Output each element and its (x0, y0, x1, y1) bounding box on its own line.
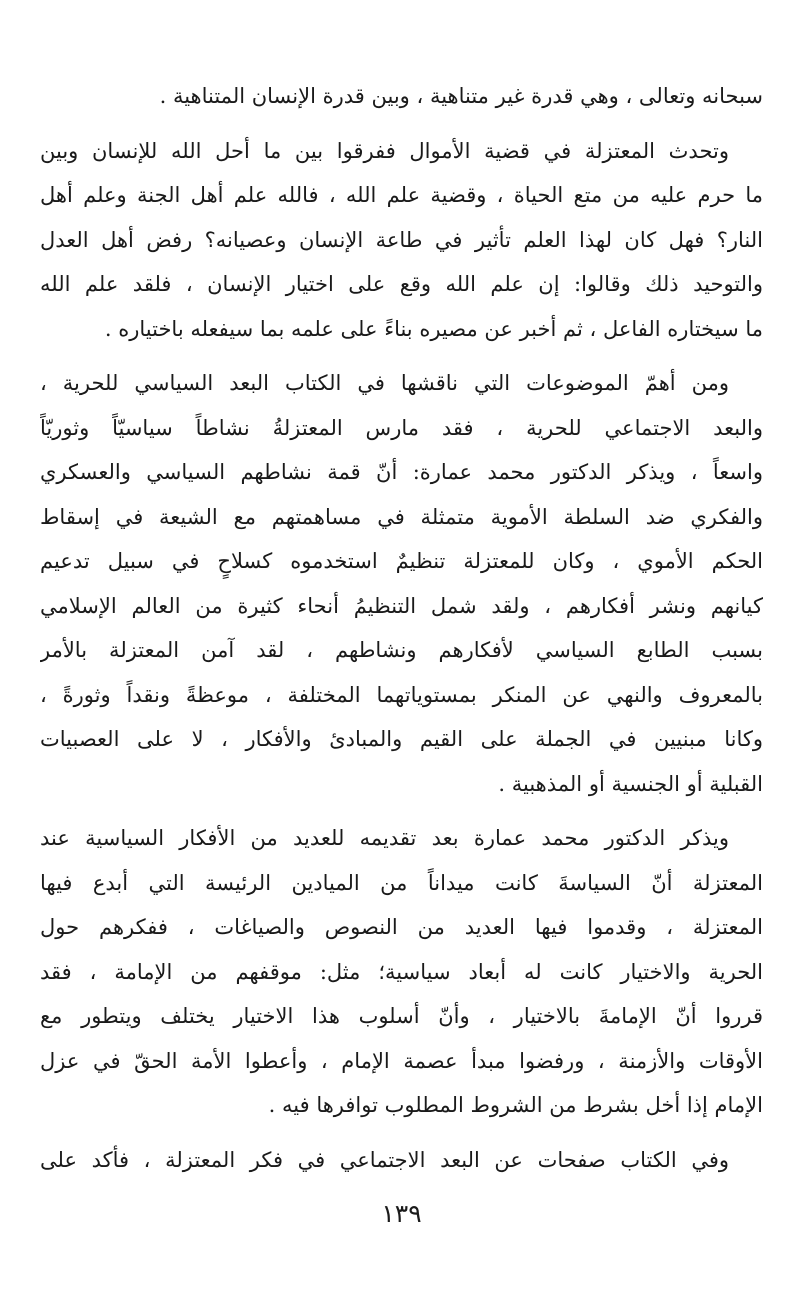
paragraph-5 (40, 1138, 763, 1183)
text-line: الحكم الأموي ، وكان للمعتزلة تنظيمٌ استخدموه كسلاحٍ في سبيل تدعيم (40, 549, 763, 573)
text-line: ما سيختاره الفاعل ، ثم أخبر عن مصيره بناءً على علمه بما سيفعله باختياره . (104, 316, 763, 341)
text-line: والفكري ضد السلطة الأموية متمثلة في مساهمتهم مع الشيعة في إسقاط (40, 504, 763, 529)
text-line: قرروا أنّ الإمامةَ بالاختيار ، وأنّ أسلوب هذا الاختيار يختلف ويتطور مع (40, 1004, 763, 1028)
text-line: المعتزلة ، وقدموا فيها العديد من النصوص والصياغات ، ففكرهم حول (40, 915, 763, 939)
page-body (40, 74, 763, 1274)
text-line: كيانهم ونشر أفكارهم ، ولقد شمل التنظيمُ أنحاء كثيرة من العالم الإسلامي (40, 593, 763, 618)
text-line: واسعاً ، ويذكر الدكتور محمد عمارة: أنّ قمة نشاطهم السياسي والعسكري (40, 460, 763, 484)
text-line: وفي الكتاب صفحات عن البعد الاجتماعي في فكر المعتزلة ، فأكد على (40, 1147, 729, 1172)
text-line: بسبب الطابع السياسي لأفكارهم ونشاطهم ، لقد آمن المعتزلة بالأمر (40, 638, 763, 662)
text-line: ويذكر الدكتور محمد عمارة بعد تقديمه للعديد من الأفكار السياسية عند (40, 826, 729, 850)
text-line: وكانا مبنيين في الجملة على القيم والمبادئ والأفكار ، لا على العصبيات (40, 727, 763, 751)
text-line: الحرية والاختيار كانت له أبعاد سياسية؛ مثل: موقفهم من الإمامة ، فقد (40, 959, 763, 984)
page-number: ١٣٩ (381, 1199, 422, 1228)
text-line: الأوقات والأزمنة ، ورفضوا مبدأ عصمة الإمام ، وأعطوا الأمة الحقّ في عزل (40, 1048, 763, 1073)
paragraph-gap (40, 351, 763, 361)
text-line: الإمام إذا أخل بشرط من الشروط المطلوب توافرها فيه . (268, 1093, 763, 1117)
paragraph-gap (40, 1128, 763, 1138)
text-line: ومن أهمّ الموضوعات التي ناقشها في الكتاب البعد السياسي للحرية ، (40, 371, 729, 395)
text-line: النار؟ فهل كان لهذا العلم تأثير في طاعة الإنسان وعصيانه؟ رفض أهل العدل (40, 227, 763, 252)
text-line: سبحانه وتعالى ، وهي قدرة غير متناهية ، وبين قدرة الإنسان المتناهية . (159, 84, 763, 108)
text-line: وتحدث المعتزلة في قضية الأموال ففرقوا بين ما أحل الله للإنسان وبين (40, 138, 729, 163)
paragraph-4 (40, 816, 763, 1128)
paragraph-2 (40, 129, 763, 352)
paragraph-3 (40, 361, 763, 806)
text-line: القبلية أو الجنسية أو المذهبية . (498, 771, 763, 796)
text-line: ما حرم عليه من متع الحياة ، وقضية علم الله ، فالله علم أهل الجنة وعلم أهل (40, 183, 763, 207)
paragraph-gap (40, 119, 763, 129)
text-line: بالمعروف والنهي عن المنكر بمستوياتهما المختلفة ، موعظةً ونقداً وثورةً ، (40, 682, 763, 707)
text-line: المعتزلة أنّ السياسةَ كانت ميداناً من الميادين الرئيسة التي أبدع فيها (40, 870, 763, 895)
paragraph-gap (40, 806, 763, 816)
paragraph-1 (40, 74, 763, 119)
text-line: والبعد الاجتماعي للحرية ، فقد مارس المعتزلةُ نشاطاً سياسيّاً وثوريّاً (40, 415, 763, 440)
text-line: والتوحيد ذلك وقالوا: إن علم الله وقع على اختيار الإنسان ، فلقد علم الله (40, 272, 763, 296)
